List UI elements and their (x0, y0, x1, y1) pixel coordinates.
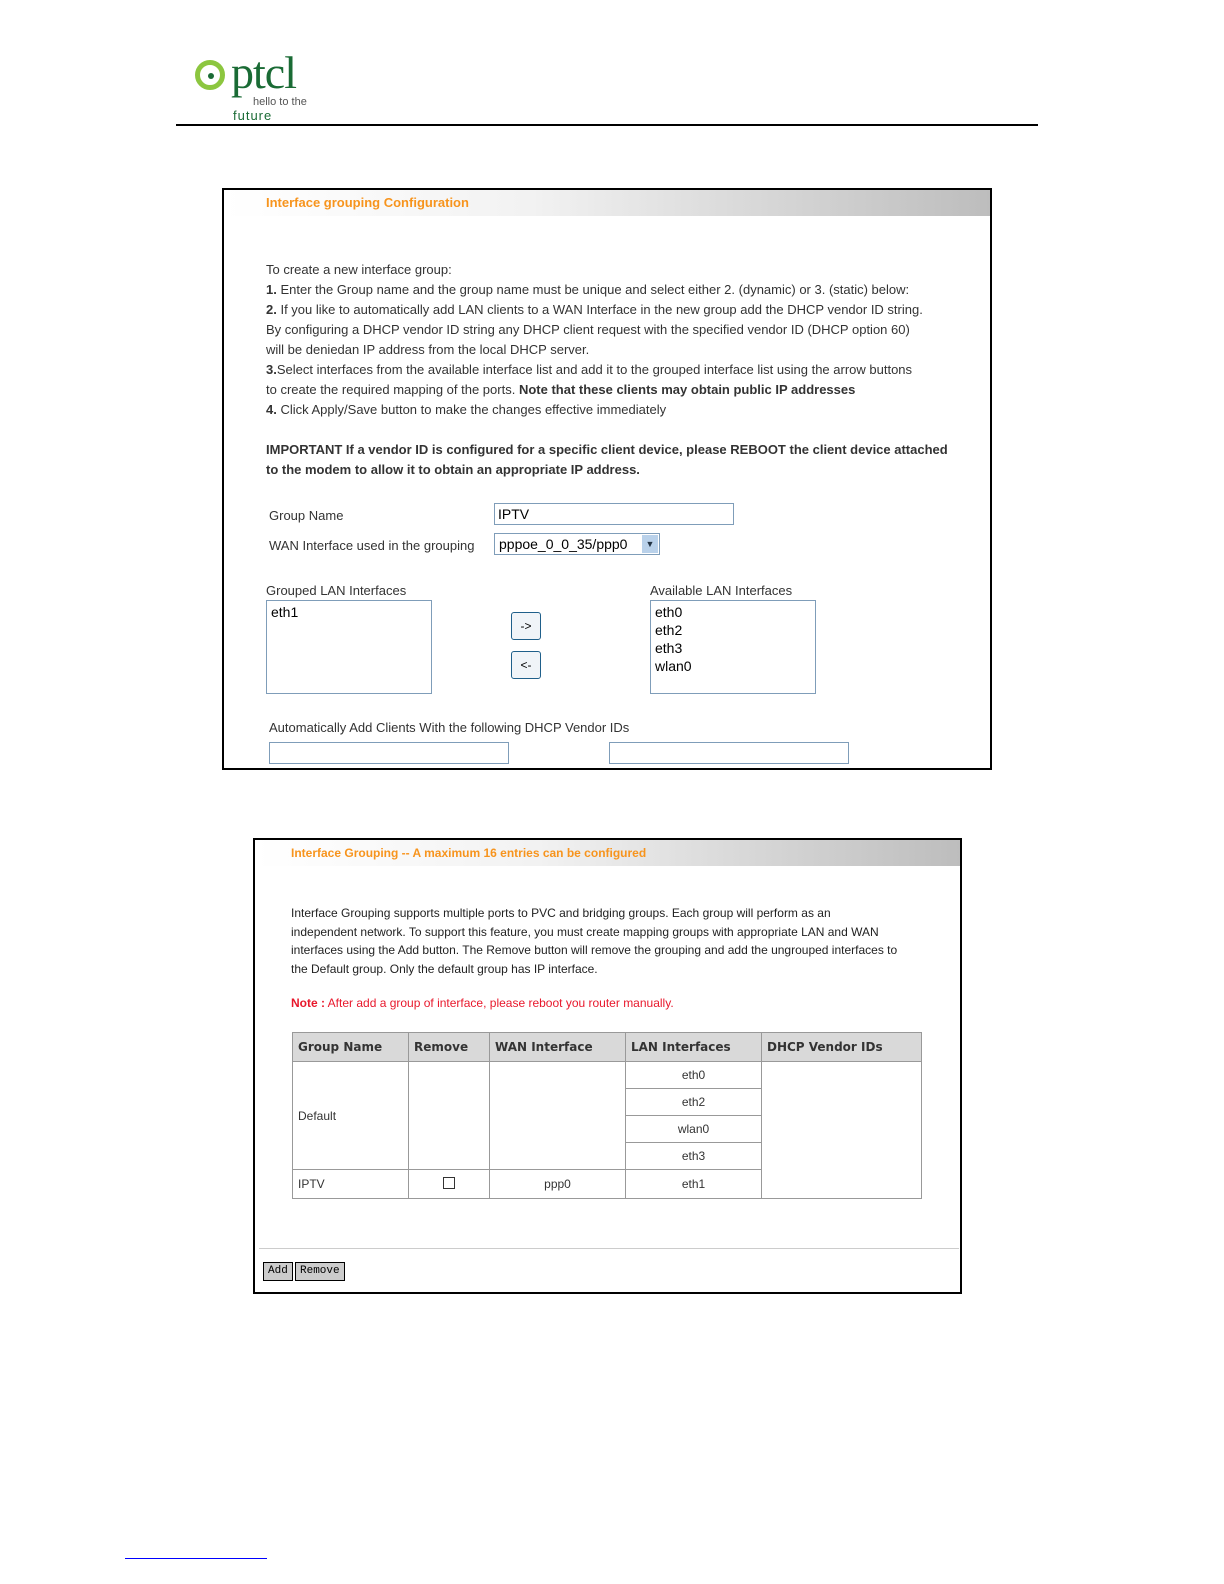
step-note: Note that these clients may obtain public IP addresses (518, 382, 856, 397)
step-num: 2. (266, 302, 277, 317)
col-remove: Remove (409, 1033, 490, 1062)
instructions (266, 260, 986, 480)
vendor-id-input-2[interactable] (609, 742, 849, 764)
wan-interface-label: WAN Interface used in the grouping (269, 538, 475, 553)
list-item[interactable]: eth3 (655, 640, 683, 656)
list-item[interactable]: wlan0 (655, 658, 692, 674)
lan-cell: eth0 (626, 1062, 762, 1089)
step-text: Enter the Group name and the group name must be unique and select either 2. (dynamic) or 3. (static) below: (276, 282, 910, 297)
col-group-name: Group Name (293, 1033, 409, 1062)
grouping-table (292, 1032, 922, 1199)
wan-cell: ppp0 (490, 1170, 626, 1199)
available-lan-label: Available LAN Interfaces (650, 583, 793, 598)
move-left-button[interactable]: <- (511, 651, 541, 679)
vendor-id-input-1[interactable] (269, 742, 509, 764)
step-2 (266, 300, 986, 320)
step-num: 3. (266, 362, 277, 377)
lan-cell: eth3 (626, 1143, 762, 1170)
table-row (293, 1062, 922, 1089)
dhcp-cell (762, 1062, 922, 1199)
desc-line: independent network. To support this feature, you must create mapping groups with appropriate LAN and WAN (291, 924, 879, 939)
desc-line: the Default group. Only the default group has IP interface. (291, 961, 598, 976)
group-name-label: Group Name (269, 508, 344, 523)
divider (259, 1248, 959, 1249)
col-dhcp: DHCP Vendor IDs (762, 1033, 922, 1062)
step-text: Click Apply/Save button to make the changes effective immediately (276, 402, 667, 417)
interface-grouping-panel (253, 838, 962, 1294)
list-item[interactable]: eth0 (655, 604, 683, 620)
wan-interface-select[interactable] (494, 533, 660, 555)
note-text: After add a group of interface, please reboot you router manually. (325, 996, 674, 1010)
step-num: 4. (266, 402, 277, 417)
group-name-input[interactable] (494, 503, 734, 525)
grouping-description (291, 904, 897, 978)
remove-button[interactable]: Remove (295, 1262, 345, 1281)
lan-cell: wlan0 (626, 1116, 762, 1143)
remove-checkbox[interactable] (443, 1177, 455, 1189)
step-1 (266, 280, 986, 300)
interface-grouping-config-panel (222, 188, 992, 770)
list-item[interactable]: eth1 (271, 604, 299, 620)
step-text: to create the required mapping of the ports. (266, 382, 519, 397)
grouped-lan-label: Grouped LAN Interfaces (266, 583, 407, 598)
group-name-cell: Default (293, 1062, 409, 1170)
step-text: If you like to automatically add LAN clients to a WAN Interface in the new group add the DHCP vendor ID string. (276, 302, 923, 317)
step-2-cont2: will be deniedan IP address from the local DHCP server. (266, 342, 590, 357)
intro-text: To create a new interface group: (266, 262, 452, 277)
dhcp-vendor-label: Automatically Add Clients With the following DHCP Vendor IDs (269, 720, 630, 735)
remove-cell (409, 1062, 490, 1170)
list-item[interactable]: eth2 (655, 622, 683, 638)
group-name-cell: IPTV (293, 1170, 409, 1199)
reboot-note (291, 996, 674, 1010)
col-lan: LAN Interfaces (626, 1033, 762, 1062)
wan-selected-value: pppoe_0_0_35/ppp0 (499, 536, 628, 552)
desc-line: Interface Grouping supports multiple ports to PVC and bridging groups. Each group will perform as an (291, 906, 831, 920)
move-right-button[interactable]: -> (511, 612, 541, 640)
step-4 (266, 400, 986, 420)
grouped-lan-listbox[interactable] (266, 600, 432, 694)
logo-tagline: hello to the (253, 96, 307, 108)
wan-cell (490, 1062, 626, 1170)
panel-title: Interface Grouping -- A maximum 16 entries can be configured (255, 840, 960, 866)
step-num: 1. (266, 282, 277, 297)
footer-rule (125, 1558, 267, 1559)
desc-line: interfaces using the Add button. The Remove button will remove the grouping and add the ungrouped interfaces to (291, 943, 898, 957)
ptcl-logo (195, 47, 315, 124)
important-line-2: to the modem to allow it to obtain an appropriate IP address. (266, 462, 640, 477)
add-button[interactable]: Add (263, 1262, 293, 1281)
logo-swirl-icon (195, 60, 225, 90)
step-3-cont (266, 380, 986, 400)
logo-word: ptcl (231, 47, 296, 98)
step-2-cont: By configuring a DHCP vendor ID string any DHCP client request with the specified vendor ID (DHCP option 60) (266, 322, 910, 337)
important-line-1: IMPORTANT If a vendor ID is configured for a specific client device, please REBOOT the client device attached (266, 442, 948, 457)
remove-cell (409, 1170, 490, 1199)
lan-cell: eth2 (626, 1089, 762, 1116)
panel-title: Interface grouping Configuration (224, 190, 990, 216)
available-lan-listbox[interactable] (650, 600, 816, 694)
chevron-down-icon[interactable]: ▼ (642, 535, 658, 553)
note-label: Note : (291, 996, 325, 1010)
step-3 (266, 360, 986, 380)
step-text: Select interfaces from the available interface list and add it to the grouped interface list using the arrow buttons (276, 362, 913, 377)
logo-tagline-future: future (233, 108, 273, 123)
header-rule (176, 124, 1038, 126)
table-header-row (293, 1033, 922, 1062)
lan-cell: eth1 (626, 1170, 762, 1199)
col-wan: WAN Interface (490, 1033, 626, 1062)
